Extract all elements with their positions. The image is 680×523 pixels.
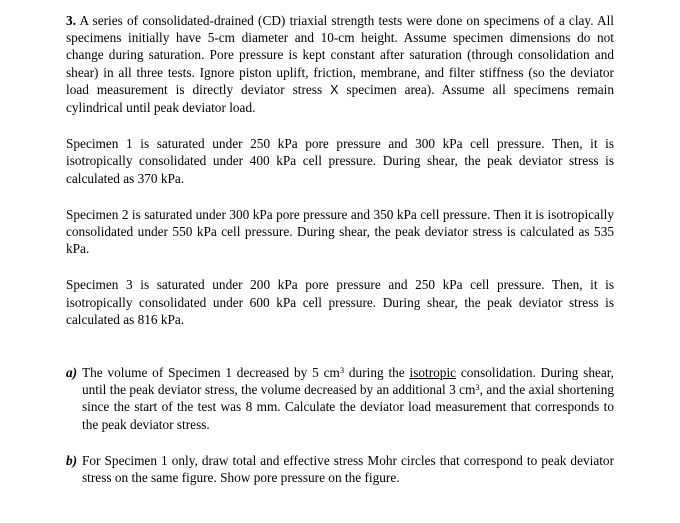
question-b [66, 452, 614, 486]
question-a-text-1: The volume of Specimen 1 decreased by 5 cm [82, 365, 340, 381]
underlined-isotropic: isotropic [409, 365, 457, 381]
question-a-text-2: during the [344, 365, 410, 381]
superscript-3b: 3 [475, 382, 480, 393]
problem-intro [66, 12, 614, 116]
problem-number: 3. [66, 13, 76, 28]
superscript-3: 3 [339, 365, 345, 376]
question-b-text: For Specimen 1 only, draw total and effective stress Mohr circles that correspond to peak deviator stress on the same figure. Show pore pressure on the figure. [82, 452, 614, 486]
question-a-text [82, 364, 614, 433]
question-a-label: a) [66, 365, 78, 381]
question-a-text-4: , and the axial shortening since the start of the test was 8 mm. Calculate the deviator load measurement that corresponds to the peak deviator stress. [82, 382, 614, 432]
specimen-1-paragraph: Specimen 1 is saturated under 250 kPa pore pressure and 300 kPa cell pressure. Then, it is isotropically consolidated under 400 kPa cell pressure. During shear, the peak deviator stress is calculated as 370 kPa. [66, 136, 614, 186]
intro-text-b: specimen area). Assume all specimens remain cylindrical until peak deviator load. [66, 81, 614, 116]
times-symbol: X [330, 82, 339, 97]
intro-text-a: A series of consolidated-drained (CD) triaxial strength tests were done on specimens of a clay. All specimens initially have 5-cm diameter and 10-cm height. Assume specimen dimensions do not change during saturation. Pore pressure is kept constant after saturation (through consolidation and shear) in all three tests. Ignore piston uplift, friction, membrane, and filter stiffness (so the deviator load measurement is directly deviator stress [66, 13, 614, 97]
specimen-3-paragraph: Specimen 3 is saturated under 200 kPa pore pressure and 250 kPa cell pressure. Then, it is isotropically consolidated under 600 kPa cell pressure. During shear, the peak deviator stress is calculated as 816 kPa. [66, 277, 614, 327]
question-a-text-3: consolidation. During shear, until the peak deviator stress, the volume decreased by an additional 3 cm [82, 365, 614, 398]
problem-page [66, 12, 614, 486]
specimen-2-paragraph: Specimen 2 is saturated under 300 kPa pore pressure and 350 kPa cell pressure. Then it is isotropically consolidated under 550 kPa cell pressure. During shear, the peak deviator stress is calculated as 535 kPa. [66, 206, 614, 257]
question-b-label: b) [66, 452, 78, 468]
question-a [66, 364, 614, 433]
